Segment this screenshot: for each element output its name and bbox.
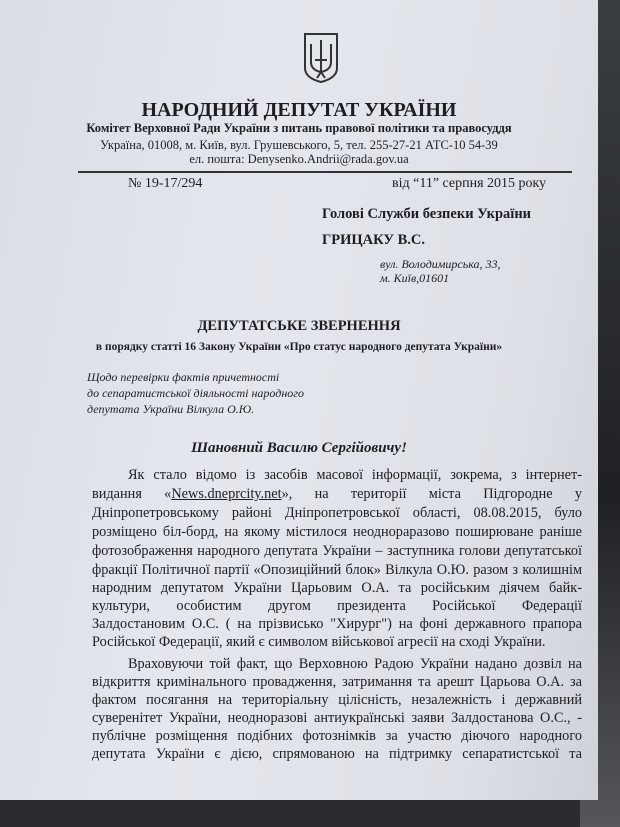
appeal-title: ДЕПУТАТСЬКЕ ЗВЕРНЕННЯ bbox=[197, 318, 401, 334]
document-date: від “11” серпня 2015 року bbox=[392, 176, 547, 191]
addressee-name: ГРИЦАКУ В.С. bbox=[322, 232, 425, 248]
addressee-position: Голові Служби безпеки України bbox=[322, 206, 532, 222]
appeal-subtitle: в порядку статті 16 Закону України «Про статус народного депутата України» bbox=[95, 341, 503, 353]
paragraph-line: культури, особистим другом президента Російської Федерації bbox=[92, 598, 582, 614]
paragraph-line: розміщено біл-борд, на якому містилося неоднораразово поширюване раніше bbox=[92, 524, 582, 540]
paragraph-line: Залдостановим О.С. ( на прізвисько "Хирург") на фоні державного прапора bbox=[92, 616, 582, 632]
letterhead-divider bbox=[78, 171, 572, 173]
paragraph-line: видання «News.dneprcity.net», на території міста Підгородне у bbox=[92, 486, 583, 502]
paragraph-line: фотозображення народного депутата України – заступника голови депутатської bbox=[92, 543, 582, 559]
letterhead-committee: Комітет Верховної Ради України з питань правової політики та правосуддя bbox=[86, 121, 512, 135]
paragraph-line: відкриття кримінального провадження, затримання та арешт Царьова О.А. за bbox=[92, 674, 582, 690]
paragraph-line: Враховуючи той факт, що Верховною Радою України надано дозвіл на bbox=[128, 656, 582, 672]
paragraph-line: народним депутатом України Царьовим О.А. та російським діячем байк- bbox=[92, 580, 582, 596]
paragraph-line: публічне розміщення подібних фотознімків за участю діючого народного bbox=[92, 728, 582, 744]
greeting: Шановний Василю Сергійовичу! bbox=[191, 440, 407, 456]
letterhead-title: НАРОДНИЙ ДЕПУТАТ УКРАЇНИ bbox=[141, 99, 457, 121]
letterhead-address: Україна, 01008, м. Київ, вул. Грушевського, 5, тел. 255-27-21 АТС-10 54-39 bbox=[100, 138, 498, 152]
subject-line: до сепаратистської діяльності народного bbox=[87, 386, 304, 400]
paragraph-line: депутата України є дією, спрямованою на підтримку сепаратистської та bbox=[92, 746, 582, 762]
subject-line: депутата України Вілкула О.Ю. bbox=[87, 402, 255, 416]
paragraph-line: суверенітет України, неодноразові антиукраїнські заяви Залдостанова О.С., - bbox=[92, 710, 582, 726]
paragraph-line: Дніпропетровському районі Дніпропетровської області, 08.08.2015, було bbox=[92, 505, 582, 521]
letterhead-email: ел. пошта: Denysenko.Andrii@rada.gov.ua bbox=[189, 152, 409, 166]
trident-coat-of-arms-icon bbox=[303, 32, 339, 84]
paragraph-line: фактом посягання на територіальну цілісність, незалежність і державний bbox=[92, 692, 582, 708]
subject-line: Щодо перевірки фактів причетності bbox=[87, 370, 280, 384]
paragraph-line: Як стало відомо із засобів масової інформації, зокрема, з інтернет- bbox=[128, 467, 582, 483]
addressee-city: м. Київ,01601 bbox=[380, 271, 450, 285]
document-number: № 19-17/294 bbox=[128, 176, 203, 191]
news-link[interactable]: News.dneprcity.net bbox=[171, 486, 282, 502]
paragraph-line: Російської Федерації, який є символом військової агресії на сході України. bbox=[92, 634, 546, 650]
addressee-street: вул. Володимирська, 33, bbox=[380, 257, 501, 271]
paragraph-line: фракції Політичної партії «Опозиційний блок» Вілкула О.Ю. разом з колишнім bbox=[92, 562, 582, 578]
